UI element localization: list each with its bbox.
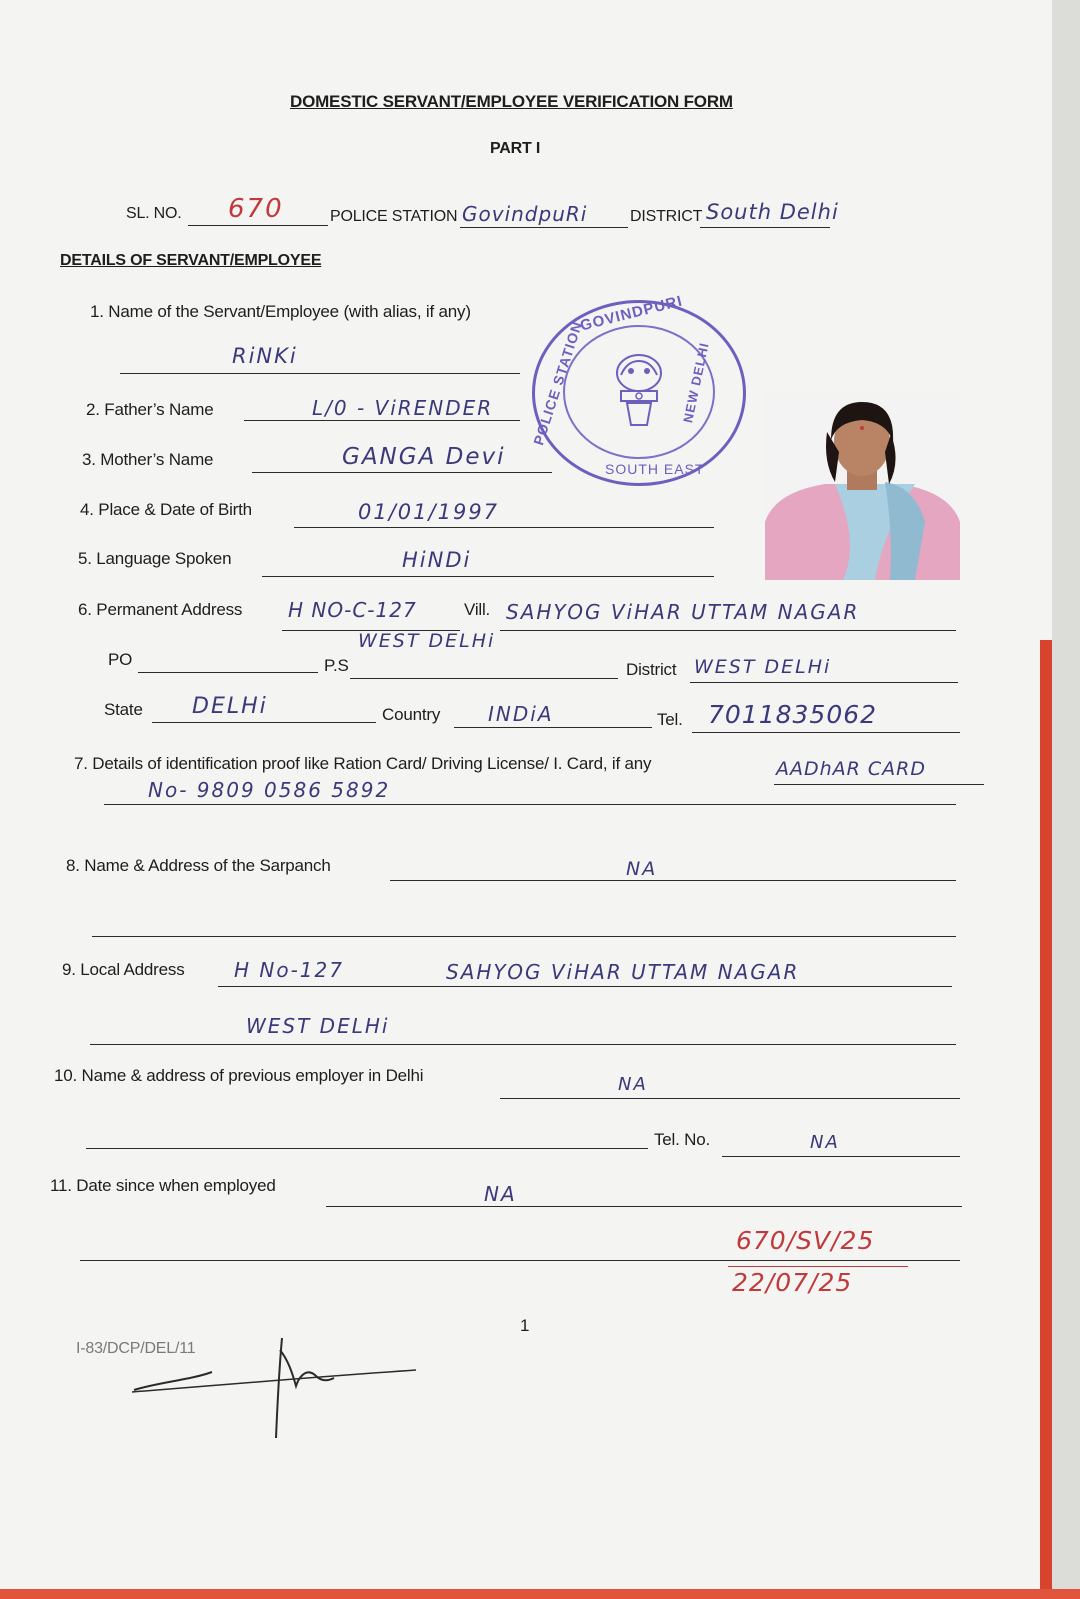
police-station-label: POLICE STATION [330, 208, 458, 225]
district-line [700, 227, 830, 228]
language-value: HiNDi [402, 548, 472, 572]
reference-number: 670/SV/25 [736, 1226, 875, 1255]
id-number-value: No- 9809 0586 5892 [148, 778, 391, 802]
q5-line [262, 576, 714, 577]
state-label: State [104, 700, 143, 719]
q3-label: 3. Mother’s Name [82, 450, 214, 469]
q9-line [218, 986, 952, 987]
q11-line [326, 1206, 962, 1207]
police-station-line [460, 227, 628, 228]
q10-line [500, 1098, 960, 1099]
national-emblem-icon [607, 351, 671, 433]
stamp-right-text: NEW DELHI [680, 340, 712, 425]
q4-label: 4. Place & Date of Birth [80, 500, 252, 519]
tel-no-line [722, 1156, 960, 1157]
section-heading: DETAILS OF SERVANT/EMPLOYEE [60, 252, 322, 269]
perm-line2-value: WEST DELHi [358, 630, 496, 652]
prev-tel-value: NA [810, 1132, 840, 1153]
q1-line [120, 373, 520, 374]
red-folder-edge [1040, 640, 1052, 1599]
tel-value: 7011835062 [708, 700, 878, 729]
q6-label: 6. Permanent Address [78, 600, 243, 619]
q3-line [252, 472, 552, 473]
police-station-value: GovindpuRi [462, 202, 588, 226]
local-line2-value: WEST DELHi [246, 1014, 390, 1038]
ps-label: P.S [324, 656, 349, 675]
id-proof-value: AADhAR CARD [776, 758, 927, 780]
q11-line-2 [80, 1260, 960, 1261]
reference-date: 22/07/25 [732, 1268, 853, 1297]
signature [120, 1320, 420, 1440]
police-station-stamp [530, 292, 746, 486]
q9-line-2 [90, 1044, 956, 1045]
stamp-top-text: GOVINDPURI [578, 292, 685, 335]
sl-no-value: 670 [228, 194, 284, 224]
country-line [454, 727, 652, 728]
sl-no-line [188, 225, 328, 226]
q9-label: 9. Local Address [62, 960, 185, 979]
q1-label: 1. Name of the Servant/Employee (with alias, if any) [90, 302, 471, 321]
id-number-line [104, 804, 956, 805]
tel-label: Tel. [657, 710, 683, 729]
po-label: PO [108, 650, 133, 669]
photo-portrait [765, 392, 960, 580]
q2-line [244, 420, 520, 421]
reference-divider [728, 1266, 908, 1267]
form-code: I-83/DCP/DEL/11 [76, 1340, 196, 1357]
state-line [152, 722, 376, 723]
q7-line [774, 784, 984, 785]
q8-line [390, 880, 956, 881]
mother-name-value: GANGA Devi [342, 444, 506, 470]
q5-label: 5. Language Spoken [78, 549, 232, 568]
employee-photo [765, 392, 960, 580]
local-hno-value: H No-127 [234, 958, 344, 982]
q10-label: 10. Name & address of previous employer in Delhi [54, 1066, 424, 1085]
state-value: DELHi [192, 694, 268, 719]
form-title: DOMESTIC SERVANT/EMPLOYEE VERIFICATION FORM [290, 92, 733, 111]
country-value: INDiA [488, 702, 554, 726]
father-name-value: L/0 - ViRENDER [312, 396, 494, 420]
vill-line [500, 630, 956, 631]
local-vill-value: SAHYOG ViHAR UTTAM NAGAR [446, 960, 800, 984]
country-label: Country [382, 705, 441, 724]
po-line [138, 672, 318, 673]
red-folder-bottom [0, 1589, 1080, 1599]
prev-employer-value: NA [618, 1074, 648, 1095]
q10-line-2 [86, 1148, 648, 1149]
sl-no-label: SL. NO. [126, 205, 182, 222]
q8-line-2 [92, 936, 956, 937]
q2-label: 2. Father’s Name [86, 400, 214, 419]
perm-district-label: District [626, 660, 677, 679]
tel-no-label: Tel. No. [654, 1130, 711, 1149]
part-label: PART I [490, 140, 541, 157]
q11-label: 11. Date since when employed [50, 1176, 276, 1195]
perm-district-line [690, 682, 958, 683]
district-label: DISTRICT [630, 208, 703, 225]
perm-hno-value: H NO-C-127 [288, 598, 417, 622]
vill-label: Vill. [464, 600, 491, 619]
q4-line [294, 527, 714, 528]
sarpanch-value: NA [626, 858, 658, 880]
q8-label: 8. Name & Address of the Sarpanch [66, 856, 331, 875]
district-value: South Delhi [706, 200, 839, 224]
perm-vill-value: SAHYOG ViHAR UTTAM NAGAR [506, 600, 860, 624]
stamp-bottom-text: SOUTH EAST [605, 461, 705, 477]
tel-line [692, 732, 960, 733]
dob-value: 01/01/1997 [358, 500, 500, 524]
q7-label: 7. Details of identification proof like Ration Card/ Driving License/ I. Card, if any [74, 754, 652, 773]
stamp-left-text: POLICE STATION [530, 319, 586, 447]
page-number: 1 [520, 1316, 530, 1335]
date-employed-value: NA [484, 1182, 517, 1206]
name-value: RiNKi [232, 344, 298, 368]
ps-line [350, 678, 618, 679]
perm-district-value: WEST DELHi [694, 656, 832, 678]
